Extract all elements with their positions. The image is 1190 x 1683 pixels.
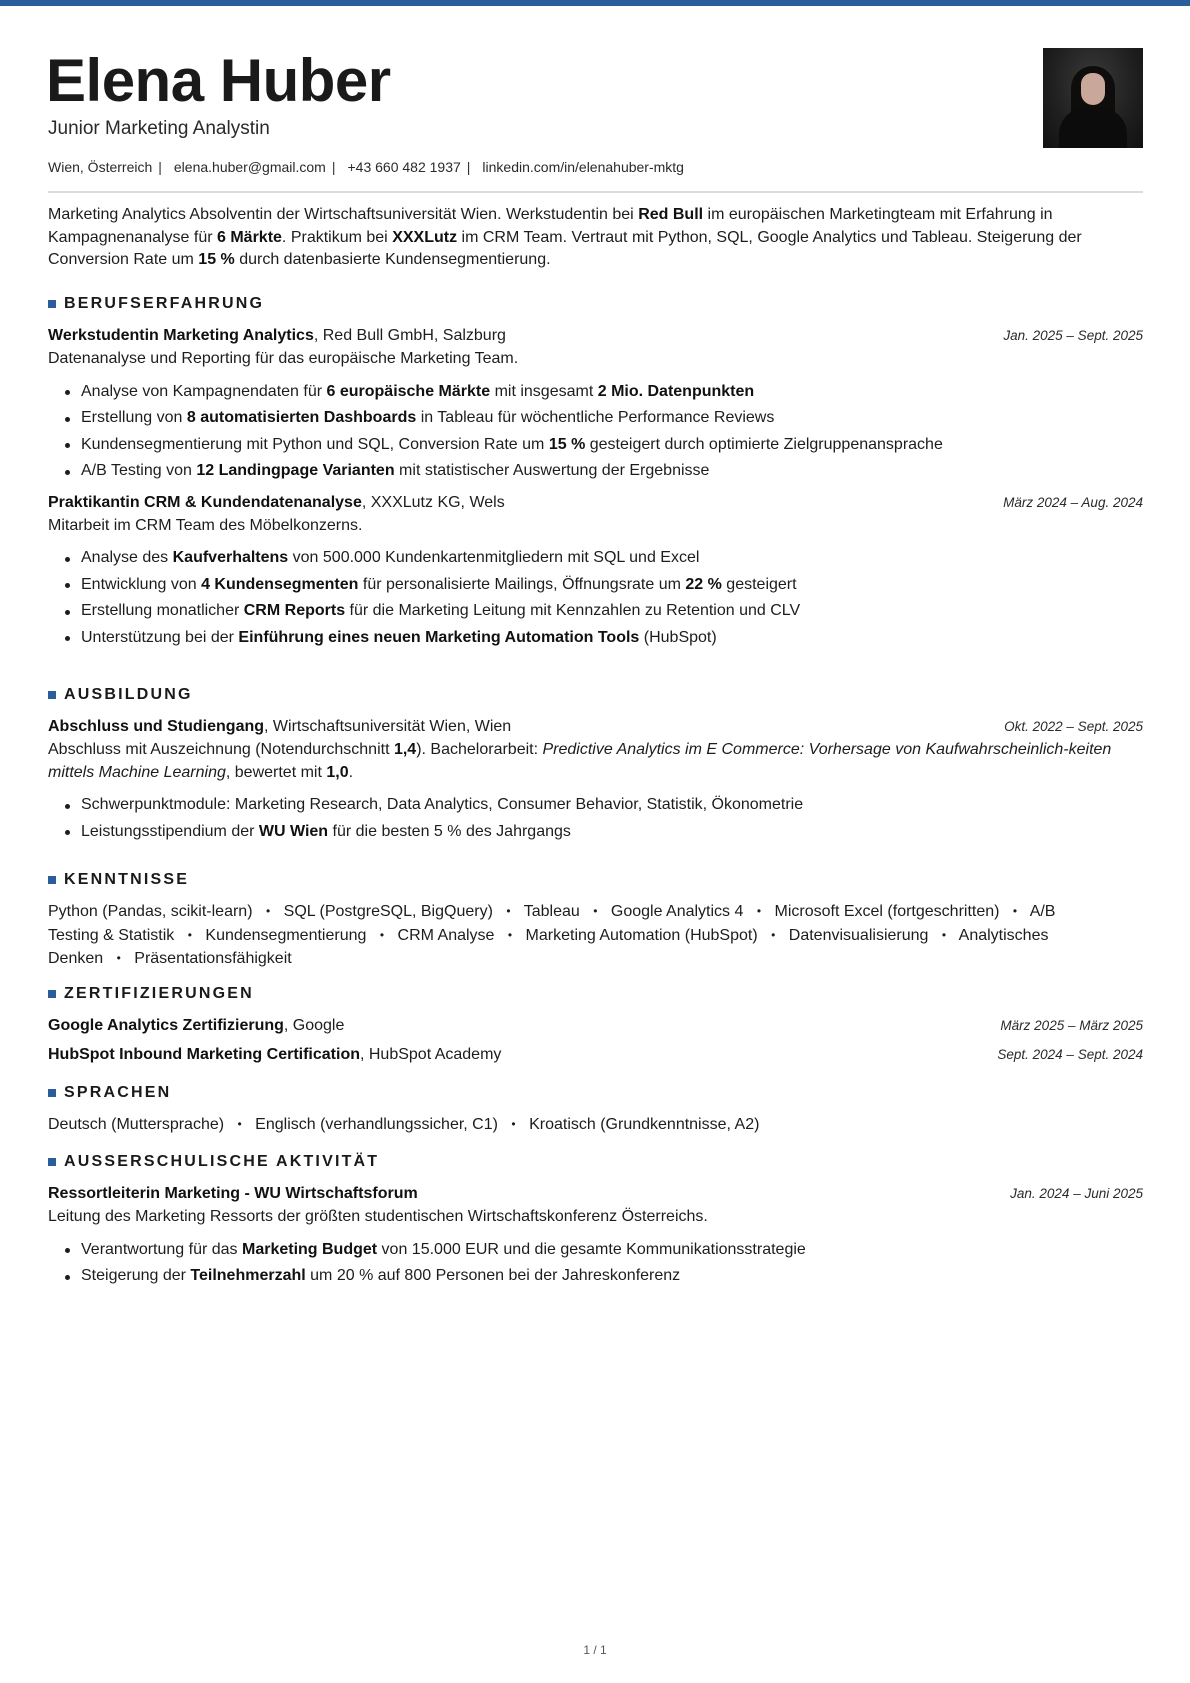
header-divider	[48, 191, 1143, 193]
entry-header	[48, 1182, 1143, 1206]
entry-header	[48, 715, 1143, 739]
entry-role: Abschluss und Studiengang	[48, 718, 265, 735]
activity-entry	[48, 1182, 1143, 1290]
bullet-separator-icon: •	[941, 927, 947, 942]
section-heading	[48, 1151, 1143, 1173]
languages-list	[48, 1113, 1143, 1137]
entry-bullets	[48, 545, 1143, 651]
list-item: Englisch (verhandlungssicher, C1)	[255, 1116, 498, 1133]
entry-role: Werkstudentin Marketing Analytics	[48, 327, 314, 344]
entry-role: Ressortleiterin Marketing - WU Wirtschaftsforum	[48, 1185, 418, 1202]
section-education	[48, 684, 1143, 845]
section-skills	[48, 869, 1143, 971]
candidate-title: Junior Marketing Analystin	[48, 118, 270, 139]
bullet-separator-icon: •	[116, 951, 121, 965]
skills-list	[48, 900, 1108, 971]
section-heading	[48, 684, 1143, 706]
experience-entry	[48, 491, 1143, 652]
bullet-item: Erstellung monatlicher CRM Reports für die Marketing Leitung mit Kennzahlen zu Retention und CLV	[64, 598, 1143, 625]
entry-org: , Wirtschaftsuniversität Wien, Wien	[264, 718, 512, 735]
profile-photo	[1043, 48, 1143, 148]
entry-header	[48, 1014, 1143, 1038]
list-item: A/B Testing & Statistik	[48, 903, 1056, 944]
contact-separator: |	[158, 159, 162, 175]
section-title: AUSBILDUNG	[64, 686, 193, 703]
entry-bullets	[48, 379, 1143, 485]
entry-date: Sept. 2024 – Sept. 2024	[997, 1047, 1143, 1062]
contact-email[interactable]: elena.huber@gmail.com	[173, 159, 326, 175]
list-item: Kundensegmentierung	[205, 926, 367, 944]
list-item: Microsoft Excel (fortgeschritten)	[774, 903, 1000, 920]
bullet-item: Leistungsstipendium der WU Wien für die besten 5 % des Jahrgangs	[64, 819, 1143, 846]
entry-header	[48, 1043, 1143, 1067]
bullet-item: Entwicklung von 4 Kundensegmenten für personalisierte Mailings, Öffnungsrate um 22 % gesteigert	[64, 572, 1143, 599]
contact-location: Wien, Österreich	[48, 159, 153, 175]
section-title: ZERTIFIZIERUNGEN	[64, 985, 254, 1002]
entry-org: , Red Bull GmbH, Salzburg	[313, 327, 506, 344]
contact-separator: |	[331, 159, 336, 175]
bullet-separator-icon: •	[379, 927, 385, 942]
certification-entry	[48, 1043, 1143, 1067]
contact-line	[48, 157, 684, 177]
page-indicator: 1 / 1	[583, 1643, 607, 1657]
section-marker-icon	[48, 990, 56, 998]
bullet-separator-icon: •	[1012, 904, 1018, 918]
bullet-separator-icon: •	[507, 927, 513, 942]
bullet-separator-icon: •	[593, 904, 598, 918]
entry-role: Praktikantin CRM & Kundendatenanalyse	[48, 493, 362, 511]
bullet-separator-icon: •	[265, 904, 271, 918]
section-certifications	[48, 983, 1143, 1067]
certification-name: Google Analytics Zertifizierung	[48, 1017, 284, 1034]
list-item: Marketing Automation (HubSpot)	[525, 926, 758, 944]
experience-entry	[48, 324, 1143, 485]
bullet-separator-icon: •	[511, 1117, 516, 1131]
bullet-item: Erstellung von 8 automatisierten Dashboards in Tableau für wöchentliche Performance Reviews	[64, 405, 1143, 432]
section-title: KENNTNISSE	[64, 871, 190, 888]
bullet-item: Steigerung der Teilnehmerzahl um 20 % auf 800 Personen bei der Jahreskonferenz	[64, 1263, 1143, 1290]
bullet-separator-icon: •	[506, 904, 511, 918]
entry-bullets	[48, 1237, 1143, 1290]
entry-header	[48, 491, 1143, 515]
bullet-item: A/B Testing von 12 Landingpage Varianten mit statistischer Auswertung der Ergebnisse	[64, 458, 1143, 485]
section-activities	[48, 1151, 1143, 1290]
resume-header	[48, 0, 1143, 200]
entry-date: Jan. 2025 – Sept. 2025	[1003, 328, 1143, 343]
list-item: Analytisches Denken	[48, 926, 1049, 967]
section-heading	[48, 1082, 1143, 1104]
entry-description: Abschluss mit Auszeichnung (Notendurchschnitt 1,4). Bachelorarbeit: Predictive Analytics im E Commerce: Vorhersage von Kaufwahrscheinlich-keiten mittels Machine Learning, bewertet mit 1,0.	[48, 741, 1112, 781]
bullet-item: Verantwortung für das Marketing Budget von 15.000 EUR und die gesamte Kommunikationsstrategie	[64, 1237, 1143, 1264]
entry-date: Okt. 2022 – Sept. 2025	[1004, 719, 1143, 734]
certification-issuer: , HubSpot Academy	[359, 1046, 502, 1063]
section-marker-icon	[48, 876, 56, 884]
bullet-item: Schwerpunktmodule: Marketing Research, Data Analytics, Consumer Behavior, Statistik, Ökonometrie	[64, 792, 1143, 819]
section-heading	[48, 293, 1143, 315]
entry-date: Jan. 2024 – Juni 2025	[1010, 1186, 1143, 1201]
list-item: Präsentationsfähigkeit	[134, 950, 292, 967]
entry-date: März 2024 – Aug. 2024	[1003, 494, 1143, 510]
education-entry	[48, 715, 1143, 845]
contact-linkedin[interactable]: linkedin.com/in/elenahuber-mktg	[482, 159, 684, 175]
entry-description: Datenanalyse und Reporting für das europäische Marketing Team.	[48, 350, 519, 367]
profile-summary: Marketing Analytics Absolventin der Wirtschaftsuniversität Wien. Werkstudentin bei Red Bull im europäischen Marketingteam mit Erfahrung in Kampagnenanalyse für 6 Märkte. Praktikum bei XXXLutz im CRM Team. Vertraut mit Python, SQL, Google Analytics und Tableau. Steigerung der Conversion Rate um 15 % durch datenbasierte Kundensegmentierung.	[48, 206, 1082, 268]
list-item: Tableau	[523, 903, 580, 920]
section-marker-icon	[48, 1089, 56, 1097]
contact-separator: |	[466, 159, 471, 175]
bullet-item: Unterstützung bei der Einführung eines neuen Marketing Automation Tools (HubSpot)	[64, 625, 1143, 652]
bullet-separator-icon: •	[187, 927, 192, 942]
section-marker-icon	[48, 691, 56, 699]
entry-org: , XXXLutz KG, Wels	[361, 493, 505, 511]
bullet-separator-icon: •	[771, 927, 776, 942]
list-item: Python (Pandas, scikit-learn)	[48, 903, 253, 920]
section-experience	[48, 293, 1143, 651]
contact-phone[interactable]: +43 660 482 1937	[347, 159, 461, 175]
list-item: Google Analytics 4	[610, 903, 744, 920]
section-title: BERUFSERFAHRUNG	[64, 295, 265, 312]
candidate-name: Elena Huber	[46, 47, 391, 114]
bullet-item: Analyse des Kaufverhaltens von 500.000 Kundenkartenmitgliedern mit SQL und Excel	[64, 545, 1143, 572]
section-marker-icon	[48, 300, 56, 308]
resume-page	[46, 0, 1143, 1284]
list-item: Kroatisch (Grundkenntnisse, A2)	[529, 1116, 760, 1133]
entry-description: Mitarbeit im CRM Team des Möbelkonzerns.	[48, 516, 363, 534]
section-heading	[48, 983, 1143, 1005]
bullet-separator-icon: •	[756, 904, 762, 918]
entry-description: Leitung des Marketing Ressorts der größten studentischen Wirtschaftskonferenz Österreichs.	[48, 1208, 708, 1225]
bullet-separator-icon: •	[237, 1117, 242, 1131]
list-item: CRM Analyse	[397, 926, 495, 944]
list-item: Deutsch (Muttersprache)	[48, 1116, 225, 1133]
certification-issuer: , Google	[283, 1017, 345, 1034]
list-item: SQL (PostgreSQL, BigQuery)	[283, 903, 493, 920]
certification-name: HubSpot Inbound Marketing Certification	[48, 1046, 360, 1063]
section-marker-icon	[48, 1158, 56, 1166]
bullet-item: Analyse von Kampagnendaten für 6 europäische Märkte mit insgesamt 2 Mio. Datenpunkten	[64, 379, 1143, 406]
entry-header	[48, 324, 1143, 348]
entry-date: März 2025 – März 2025	[1000, 1018, 1143, 1033]
section-heading	[48, 869, 1143, 891]
section-title: AUSSERSCHULISCHE AKTIVITÄT	[64, 1153, 380, 1170]
list-item: Datenvisualisierung	[788, 926, 929, 944]
bullet-item: Kundensegmentierung mit Python und SQL, Conversion Rate um 15 % gesteigert durch optimierte Zielgruppenansprache	[64, 432, 1143, 459]
entry-bullets	[48, 792, 1143, 845]
certification-entry	[48, 1014, 1143, 1038]
section-languages	[48, 1082, 1143, 1137]
section-title: SPRACHEN	[64, 1084, 172, 1101]
